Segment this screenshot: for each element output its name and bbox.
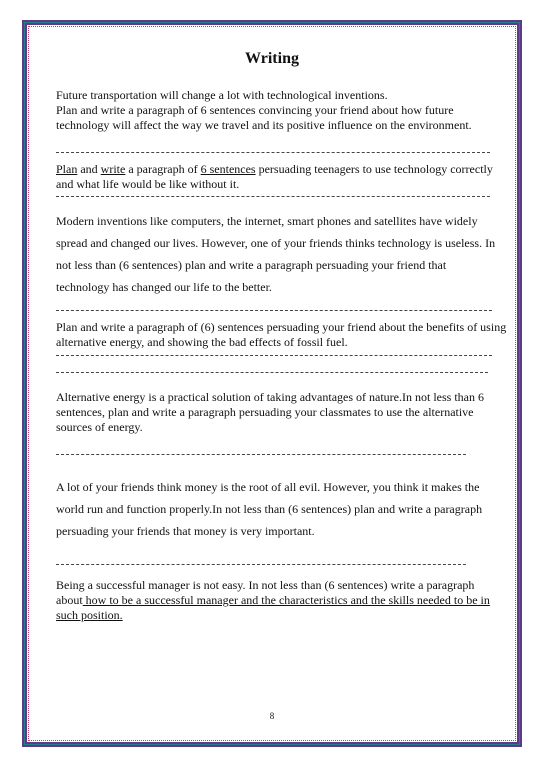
task-2-text-b: a paragraph of [125, 162, 201, 176]
task-4: Plan and write a paragraph of (6) sentences persuading your friend about the benefits of using alternative energy, and showing the bad effects of fossil fuel. [56, 320, 507, 349]
divider-5 [56, 454, 466, 455]
divider-3 [56, 310, 492, 311]
task-3: Modern inventions like computers, the internet, smart phones and satellites have widely spread and changed our lives. However, one of your friends thinks technology is useless. In not less than (6 sentences) plan and write a paragraph persuading your friend that technology has changed our life to the better. [56, 214, 496, 294]
task-7-underlined: how to be a successful manager and the characteristics and the skills needed to be in such position. [56, 593, 490, 622]
task-2-text-c: persuading teenagers to use technology correctly and what life would be like without it. [56, 162, 493, 191]
task-1-prompt: Plan and write a paragraph of 6 sentences convincing your friend about how future technology will affect the way we travel and its positive influence on the environment. [56, 103, 472, 132]
task-7 [56, 578, 496, 623]
divider-2 [56, 196, 490, 197]
task-2 [56, 162, 496, 192]
task-2-underlined-write: write [100, 162, 126, 176]
page-title: Writing [245, 50, 299, 67]
task-5: Alternative energy is a practical solution of taking advantages of nature.In not less than 6 sentences, plan and write a paragraph persuading your classmates to use the alternative sources of energy. [56, 390, 484, 434]
task-7-text: Being a successful manager is not easy. In not less than (6 sentences) write a paragraph about [56, 578, 475, 607]
page-number: 8 [269, 711, 275, 721]
task-2-underlined-sentences: 6 sentences [200, 162, 256, 176]
task-6: A lot of your friends think money is the root of all evil. However, you think it makes the world run and function properly.In not less than (6 sentences) plan and write a paragraph persuading your friends that money is very important. [56, 480, 483, 538]
divider-4a [56, 355, 492, 356]
divider-6 [56, 564, 466, 565]
task-1-intro: Future transportation will change a lot with technological inventions. [56, 88, 388, 102]
divider-4b [56, 372, 488, 373]
task-2-text-a: and [77, 162, 101, 176]
task-2-underlined-plan: Plan [56, 162, 78, 176]
task-1 [56, 88, 496, 133]
divider-1 [56, 152, 490, 153]
